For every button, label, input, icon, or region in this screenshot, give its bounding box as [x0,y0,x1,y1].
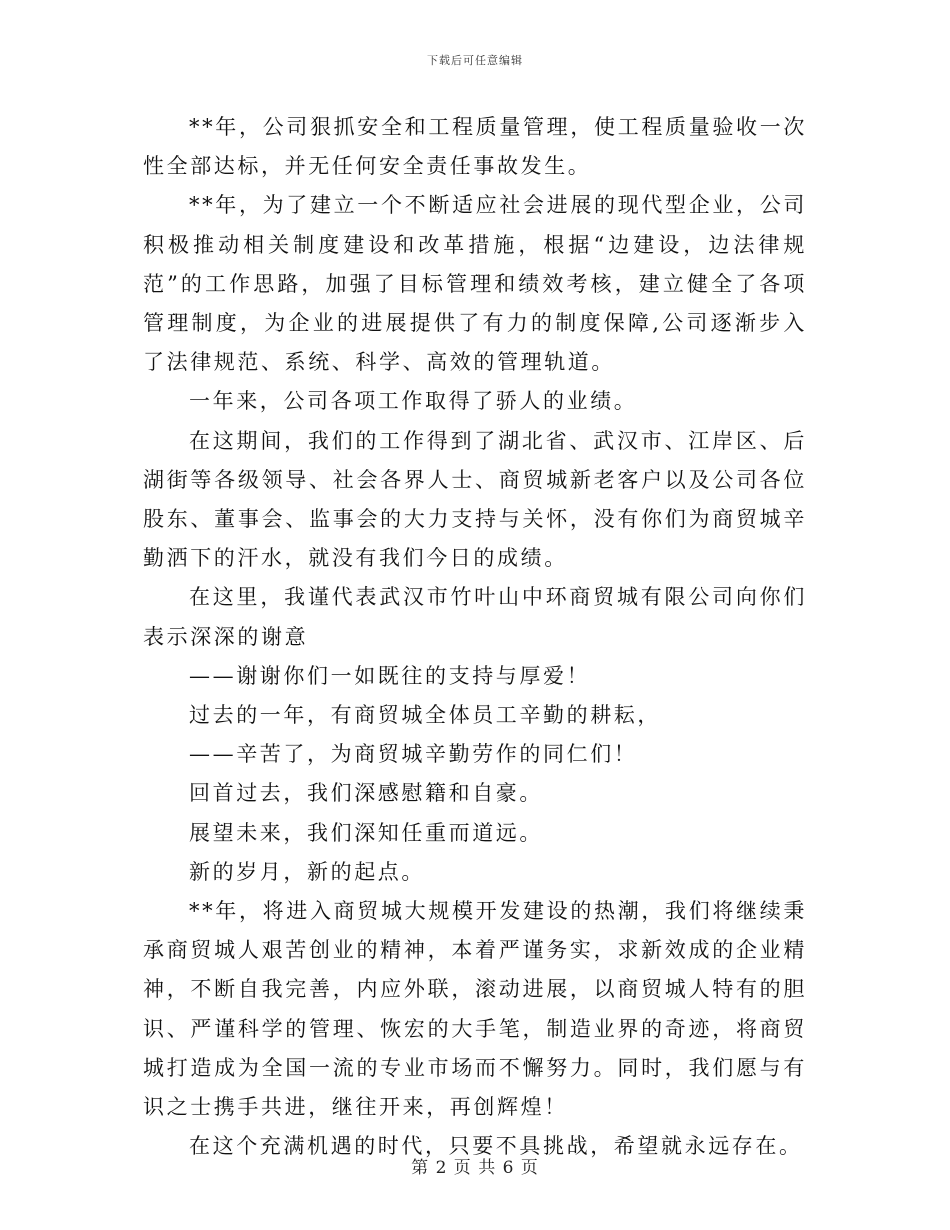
paragraph: 在这里，我谨代表武汉市竹叶山中环商贸城有限公司向你们表示深深的谢意 [143,585,807,649]
paragraph: **年，将进入商贸城大规模开发建设的热潮，我们将继续秉承商贸城人艰苦创业的精神，本着严谨务实，求新效成的企业精神，不断自我完善，内应外联，滚动进展，以商贸城人特有的胆识、严谨科学的管理、恢宏的大手笔，制造业界的奇迹，将商贸城打造成为全国一流的专业市场而不懈努力。同时，我们愿与有识之士携手共进，继往开来，再创辉煌！ [143,899,807,1120]
paragraph: 展望未来，我们深知任重而道远。 [189,820,543,845]
page-header: 下载后可任意编辑 [427,54,523,67]
paragraph: 回首过去，我们深感慰籍和自豪。 [189,781,543,806]
document-body [143,108,807,1166]
paragraph: 在这个充满机遇的时代，只要不具挑战，希望就永远存在。 [189,1134,803,1159]
paragraph: 过去的一年，有商贸城全体员工辛勤的耕耘， [189,703,661,728]
page-number: 第 2 页 共 6 页 [411,1158,539,1178]
paragraph: 在这期间，我们的工作得到了湖北省、武汉市、江岸区、后湖街等各级领导、社会各界人士、商贸城新老客户以及公司各位股东、董事会、监事会的大力支持与关怀，没有你们为商贸城辛勤洒下的汗水，就没有我们今日的成绩。 [143,428,807,571]
paragraph: ——谢谢你们一如既往的支持与厚爱！ [189,663,591,688]
paragraph: **年，为了建立一个不断适应社会进展的现代型企业，公司积极推动相关制度建设和改革措施，根据“边建设，边法律规范”的工作思路，加强了目标管理和绩效考核，建立健全了各项管理制度，为企业的进展提供了有力的制度保障,公司逐渐步入了法律规范、系统、科学、高效的管理轨道。 [143,193,807,375]
paragraph: 一年来，公司各项工作取得了骄人的业绩。 [189,389,638,414]
paragraph: ——辛苦了，为商贸城辛勤劳作的同仁们！ [189,742,638,767]
paragraph: **年，公司狠抓安全和工程质量管理，使工程质量验收一次性全部达标，并无任何安全责任事故发生。 [143,115,807,179]
paragraph: 新的岁月，新的起点。 [189,859,425,884]
